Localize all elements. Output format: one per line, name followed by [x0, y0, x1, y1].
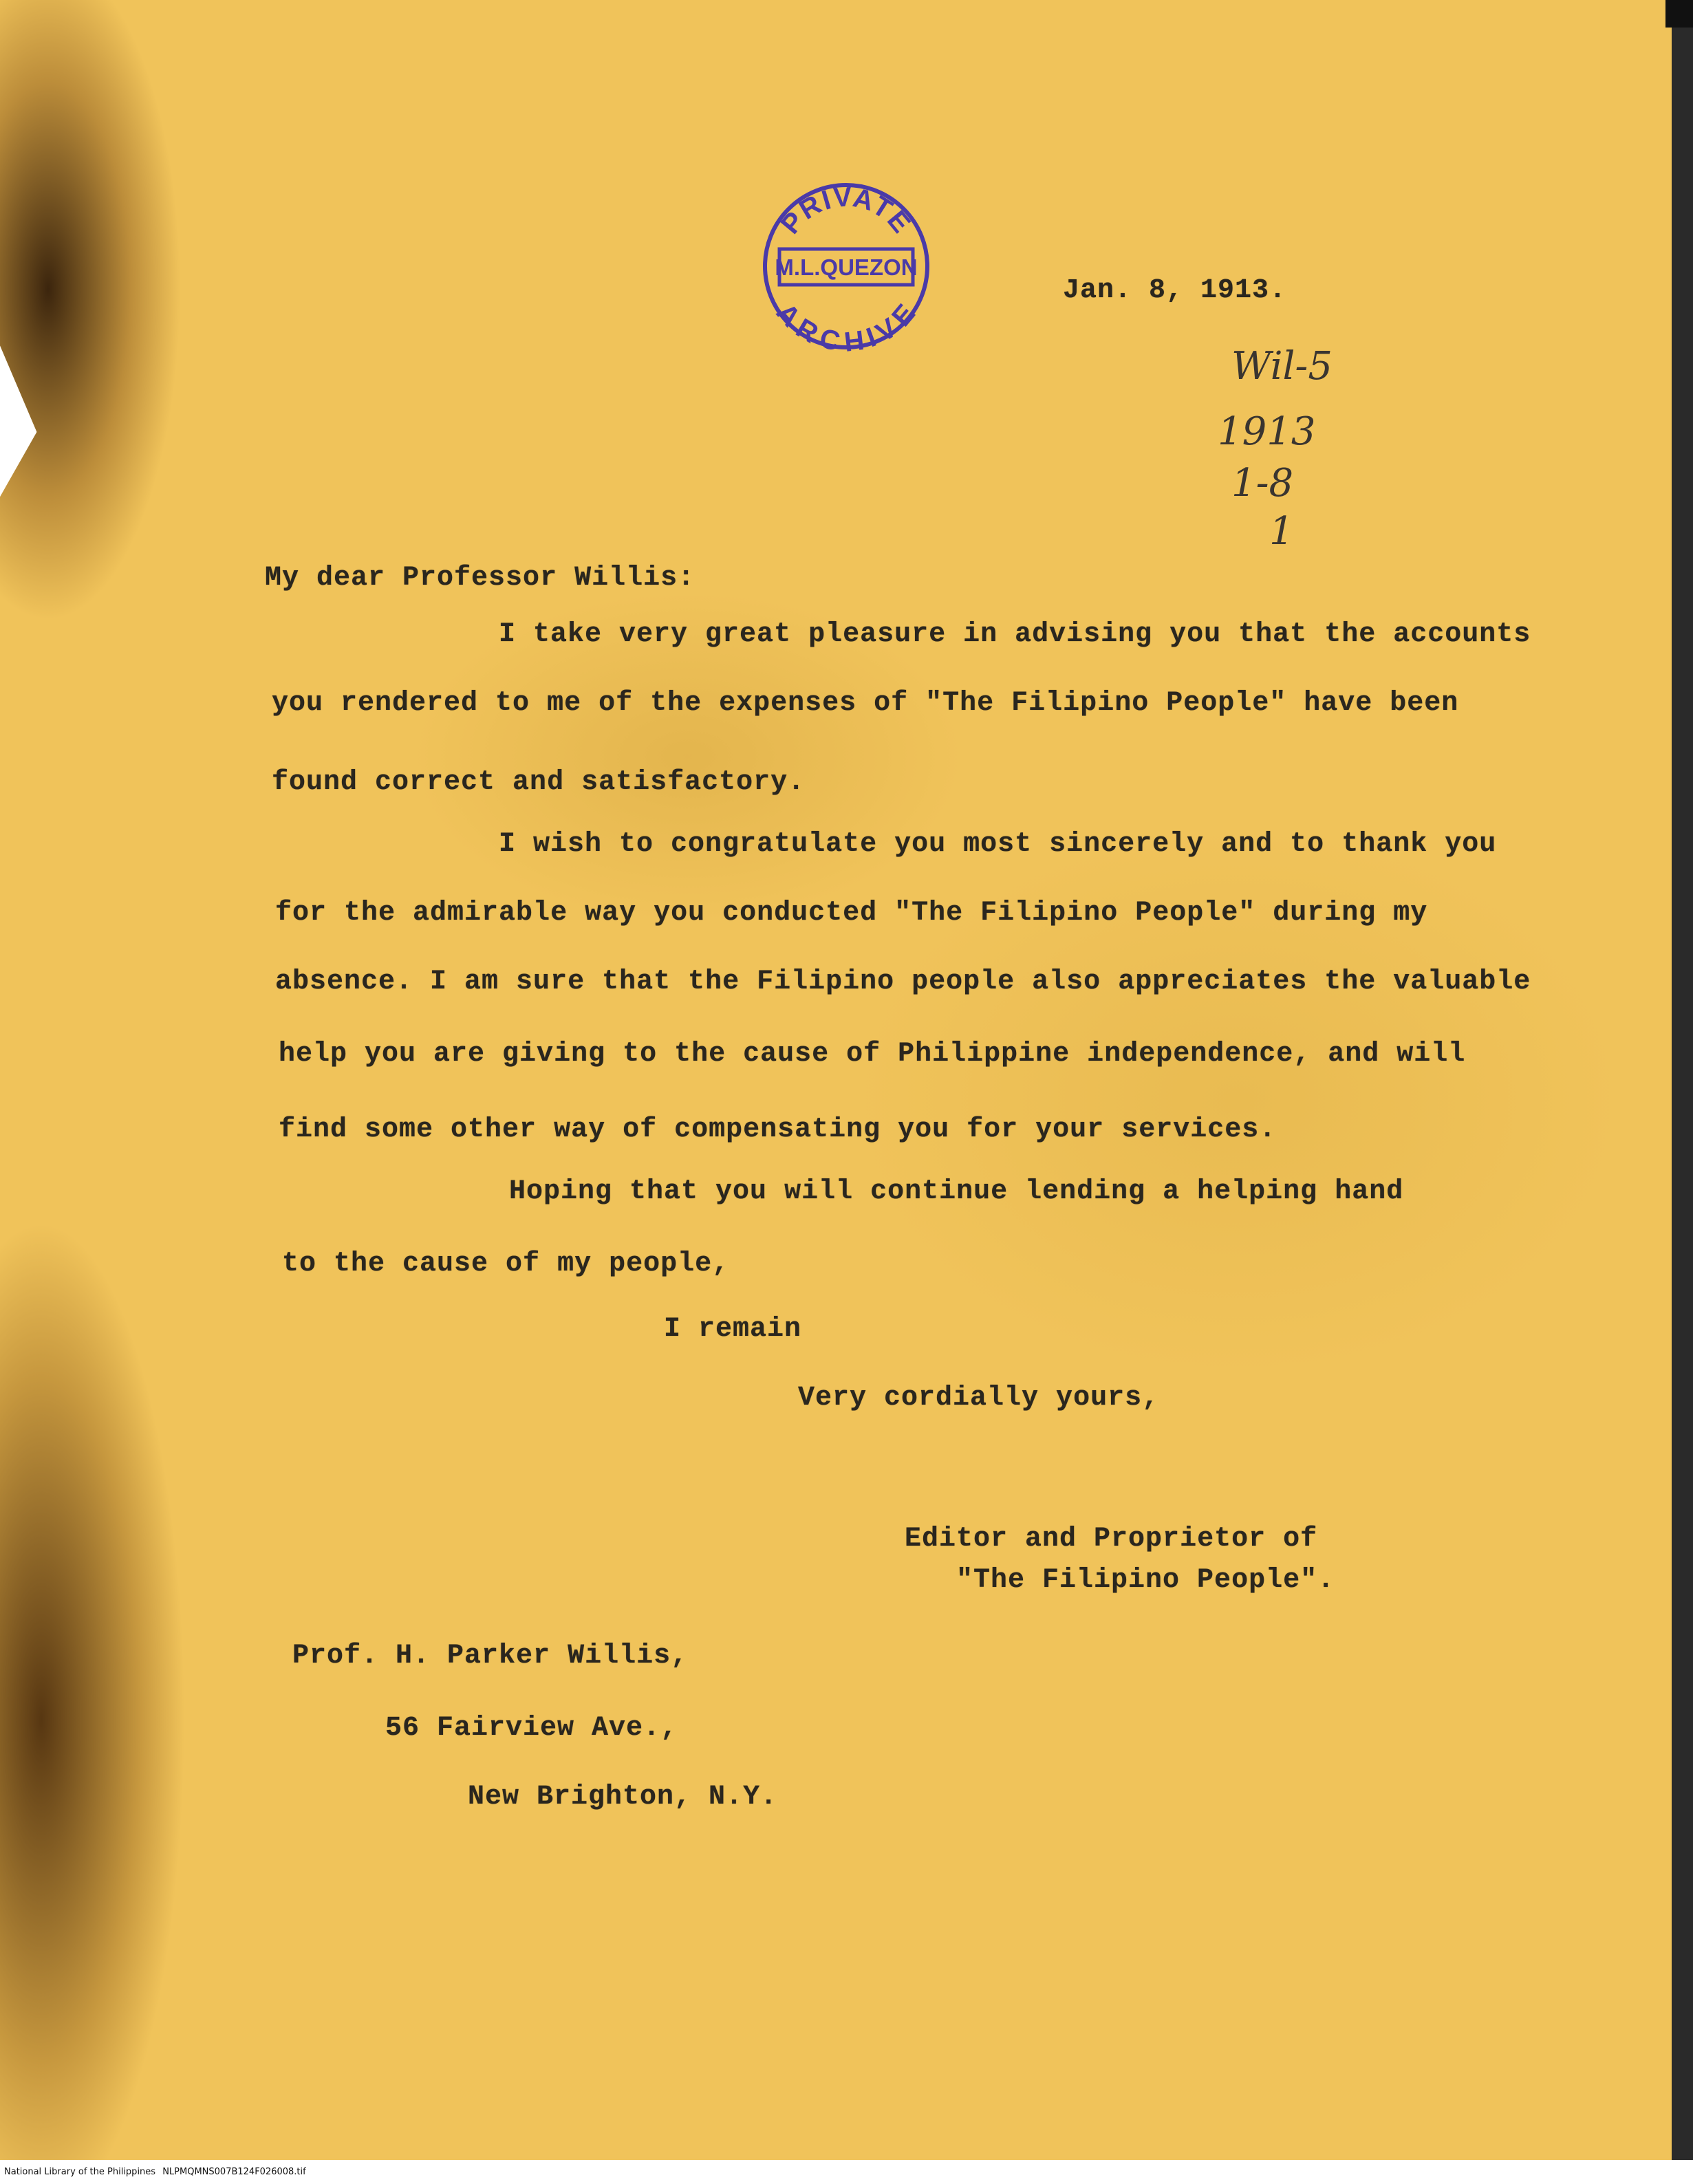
body-line: help you are giving to the cause of Philippine independence, and will	[279, 1039, 1466, 1070]
body-line: I wish to congratulate you most sincerely and to thank you	[499, 829, 1497, 860]
scan-corner-mark	[1665, 0, 1693, 28]
stamp-middle-text: M.L.QUEZON	[775, 255, 918, 280]
stamp-bottom-text: ARCHIVE	[770, 297, 923, 352]
body-line: to the cause of my people,	[282, 1248, 730, 1279]
stamp-top-text: PRIVATE	[775, 182, 918, 240]
file-notation-line-3: 1-8	[1231, 461, 1294, 506]
scan-footer	[0, 2160, 1693, 2184]
footer-file-id: NLPMQMNS007B124F026008.tif	[162, 2167, 306, 2177]
file-notation-line-4: 1	[1269, 509, 1294, 554]
svg-text:PRIVATE	[775, 182, 917, 239]
scan-edge	[1672, 0, 1693, 2160]
body-line: find some other way of compensating you for your services.	[279, 1114, 1277, 1145]
salutation: My dear Professor Willis:	[265, 563, 695, 594]
closing-remain: I remain	[664, 1314, 802, 1345]
recipient-street: 56 Fairview Ave.,	[385, 1713, 678, 1744]
letter-date: Jan. 8, 1913.	[1063, 275, 1287, 306]
file-notation-line-2: 1913	[1218, 409, 1316, 454]
signature-title-line-2: "The Filipino People".	[956, 1565, 1335, 1596]
signature-title-line-1: Editor and Proprietor of	[905, 1524, 1318, 1555]
recipient-city: New Brighton, N.Y.	[468, 1782, 778, 1813]
file-notation-line-1: Wil-5	[1231, 344, 1333, 389]
body-line: for the admirable way you conducted "The Filipino People" during my	[275, 898, 1428, 929]
footer-library: National Library of the Philippines	[4, 2167, 156, 2177]
body-line: Hoping that you will continue lending a helping hand	[509, 1176, 1404, 1207]
body-line: found correct and satisfactory.	[272, 767, 806, 798]
closing-salutation: Very cordially yours,	[798, 1383, 1160, 1414]
body-line: I take very great pleasure in advising you that the accounts	[499, 619, 1531, 650]
body-line: absence. I am sure that the Filipino people also appreciates the valuable	[275, 966, 1531, 997]
archive-stamp	[760, 180, 932, 352]
body-line: you rendered to me of the expenses of "The Filipino People" have been	[272, 688, 1459, 719]
recipient-name: Prof. H. Parker Willis,	[292, 1641, 689, 1672]
